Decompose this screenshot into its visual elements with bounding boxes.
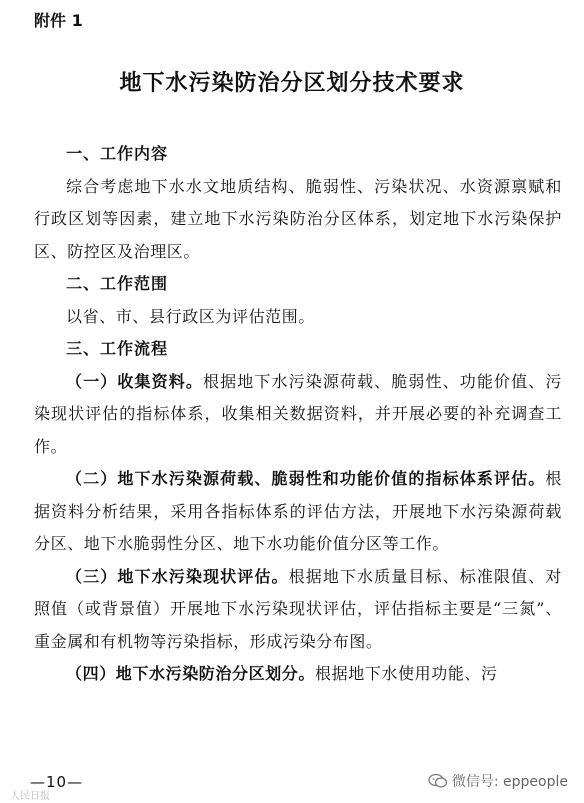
paragraph-lead: （四）地下水污染防治分区划分。 (66, 664, 316, 683)
paragraph-text: 根据地下水污染源荷载、脆弱性、功能价值、污染现状评估的指标体系，收集相关数据资料，并开展必要的补充调查工作。 (34, 371, 562, 456)
paragraph-content (34, 171, 562, 269)
paragraph-step-3 (34, 561, 562, 659)
wechat-icon (428, 773, 448, 789)
section-heading-content: 一、工作内容 (66, 144, 169, 163)
paragraph-scope (34, 301, 562, 334)
watermark-right (428, 771, 568, 791)
paragraph-text: 以省、市、县行政区为评估范围。 (66, 306, 316, 326)
paragraph-lead: （三）地下水污染现状评估。 (66, 566, 289, 586)
watermark-text: 微信号: eppeople (451, 774, 568, 790)
paragraph-lead: （一）收集资料。 (66, 371, 203, 391)
paragraph-step-4 (34, 658, 562, 691)
paragraph-text: 根据资料分析结果，采用各指标体系的评估方法，开展地下水污染源荷载分区、地下水脆弱性分区、地下水功能价值分区等工作。 (34, 469, 562, 553)
paragraph-text: 综合考虑地下水水文地质结构、脆弱性、污染状况、水资源禀赋和行政区划等因素，建立地下水污染防治分区体系，划定地下水污染保护区、防控区及治理区。 (34, 176, 562, 261)
document-body (34, 138, 562, 691)
watermark-left: 人民日报 (10, 791, 50, 802)
paragraph-step-2 (34, 463, 562, 561)
document-title: 地下水污染防治分区划分技术要求 (119, 71, 465, 96)
page-footer (0, 769, 584, 803)
paragraph-lead: （二）地下水污染源荷载、脆弱性和功能价值的指标体系评估。 (66, 469, 546, 488)
paragraph-text: 根据地下水质量目标、标准限值、对照值（或背景值）开展地下水污染现状评估，评估指标主要是“三氮”、重金属和有机物等污染指标，形成污染分布图。 (34, 566, 562, 651)
paragraph-text: 根据地下水使用功能、污 (315, 664, 498, 683)
section-heading-process: 三、工作流程 (66, 339, 169, 358)
paragraph-step-1 (34, 366, 562, 464)
attachment-label: 附件 1 (34, 11, 83, 30)
page-number: —10— (30, 773, 84, 791)
section-heading-scope: 二、工作范围 (66, 274, 169, 293)
